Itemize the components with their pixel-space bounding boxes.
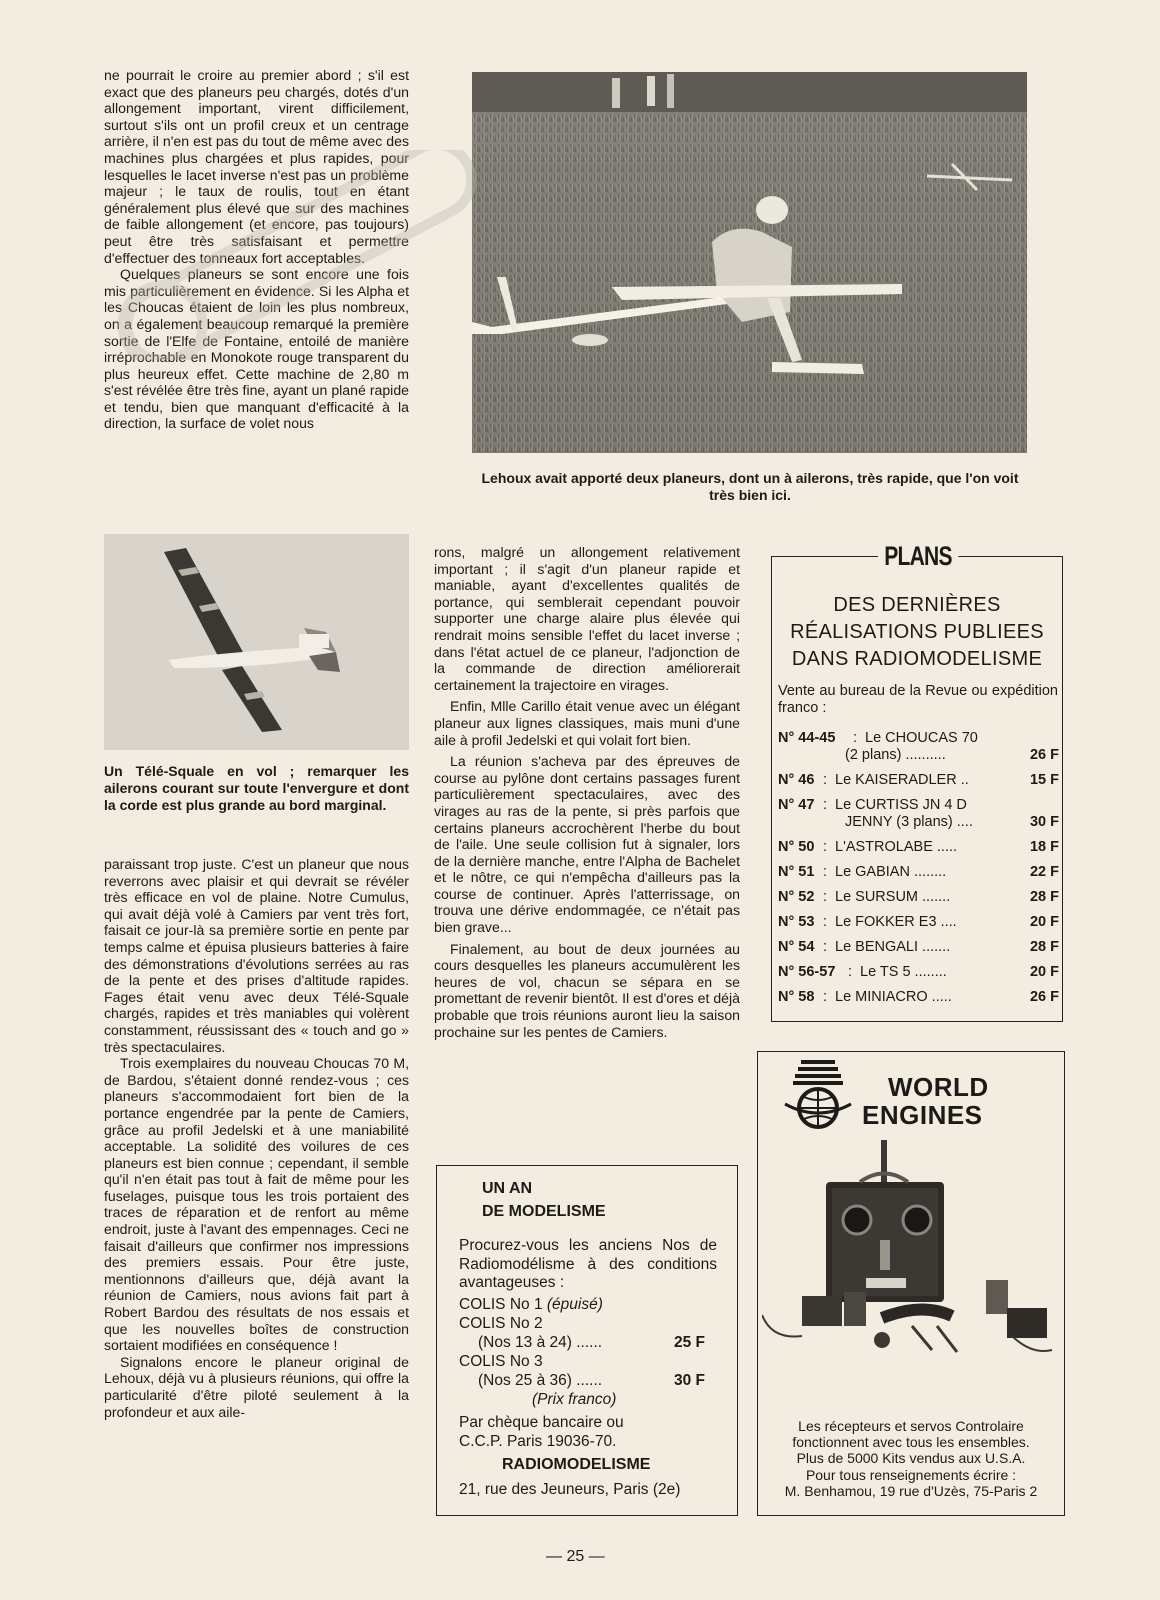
paragraph: Signalons encore le planeur original de Lehoux, déjà vu à plusieurs réunions, qui offre la particularité d'être piloté seulement à la profondeur et aux aile-	[104, 1353, 409, 1420]
plan-number: N° 53	[778, 914, 815, 930]
plan-price: 26 F	[1029, 989, 1059, 1005]
plan-title: Le TS 5 ........	[860, 964, 947, 980]
caption-main-photo: Lehoux avait apporté deux planeurs, dont un à ailerons, très rapide, que l'on voit très bien ici.	[481, 470, 1019, 503]
world-engines-text-line: Plus de 5000 Kits vendus aux U.S.A.	[796, 1450, 1026, 1467]
paragraph: ne pourrait le croire au premier abord ; s'il est exact que des planeurs peu chargés, dotés d'un allongement important, virent difficilement, surtout s'ils ont un profil creux et un centrage arrière, il n'en est pas du tout de même avec des machines plus chargées et plus rapides, pour lesquelles le lacet inverse n'est pas un problème majeur ; le taux de roulis, tout en étant généralement plus élevé que sur des machines de faible allongement (et encore, pas toujours) peut être très satisfaisant et permettre d'effectuer des tonneaux fort acceptables.	[104, 67, 409, 266]
colis-note: (épuisé)	[546, 1296, 603, 1313]
plan-title: L'ASTROLABE .....	[835, 839, 958, 855]
colis-2-price: 25 F	[674, 1334, 706, 1351]
plan-item: N° 50 : L'ASTROLABE ..... 18 F	[778, 839, 1059, 855]
plan-item: N° 56-57 : Le TS 5 ........ 20 F	[778, 964, 1059, 980]
plans-intro: Vente au bureau de la Revue ou expédition franco :	[778, 683, 1058, 716]
payment-line: C.C.P. Paris 19036-70.	[459, 1433, 617, 1450]
plans-heading	[771, 592, 1063, 673]
world-engines-text-line: Pour tous renseignements écrire :	[805, 1466, 1017, 1483]
plan-item: N° 44-45 : Le CHOUCAS 70 (2 plans) .......... 26 F	[778, 730, 1059, 763]
colis-label: COLIS No 1	[459, 1296, 543, 1313]
world-engines-title-line: ENGINES	[862, 1100, 983, 1130]
colis-3-price: 30 F	[674, 1372, 706, 1389]
plan-title: Le SURSUM .......	[835, 889, 951, 905]
colis-2-label: COLIS No 2	[459, 1315, 543, 1332]
world-engines-logo-icon	[783, 1060, 853, 1130]
plan-number: N° 54	[778, 939, 815, 955]
plan-title: Le CHOUCAS 70	[865, 730, 978, 746]
world-engines-text	[760, 1418, 1062, 1499]
paragraph: La réunion s'acheva par des épreuves de course au pylône dont certains passages furent particulièrement spectaculaires, avec des virages au ras de la pente, si près parfois que certains planeurs accrochèrent l'herbe du bout de l'aile. Une seule collision fut à signaler, lors de la dernière manche, entre l'Alpha de Bachelet et le nôtre, ce qui n'empêcha d'ailleurs pas la course de continuer. Après l'atterrissage, on trouva une dérive endommagée, ce n'était pas bien grave...	[434, 753, 740, 936]
colis-3-label: COLIS No 3	[459, 1353, 543, 1370]
plan-price: 20 F	[1029, 914, 1059, 930]
plan-price: 15 F	[1029, 772, 1059, 788]
plans-title: PLANS	[878, 541, 958, 571]
plan-price: 22 F	[1029, 864, 1059, 880]
back-issues-intro: Procurez-vous les anciens Nos de Radiomodélisme à des conditions avantageuses :	[459, 1237, 717, 1291]
paragraph: Quelques planeurs se sont encore une fois mis particulièrement en évidence. Si les Alpha et les Choucas étaient de loin les plus nombreux, on a également beaucoup remarqué la première sortie de l'Elfe de Fontaine, entoilé de manière irréprochable en Monokote rouge transparent du plus heureux effet. Cette machine de 2,80 m s'est révélée être très fine, ayant un plané rapide et tendu, bien que manquant d'efficacité à la direction, la surface de volet nous	[104, 266, 409, 432]
plan-item: N° 47 : Le CURTISS JN 4 D JENNY (3 plans) .... 30 F	[778, 797, 1059, 830]
colis-3-range: (Nos 25 à 36) ......	[478, 1372, 603, 1389]
plan-number: N° 44-45	[778, 730, 836, 746]
plan-number: N° 51	[778, 864, 815, 880]
caption-small-photo: Un Télé-Squale en vol ; remarquer les ailerons courant sur toute l'envergure et dont la corde est plus grande au bord marginal.	[104, 763, 409, 813]
brand-name: RADIOMODELISME	[502, 1456, 651, 1473]
plan-number: N° 46	[778, 772, 815, 788]
plan-item: N° 52 : Le SURSUM ....... 28 F	[778, 889, 1059, 905]
plan-number: N° 56-57	[778, 964, 836, 980]
watermark-stamp	[90, 150, 500, 360]
paragraph: paraissant trop juste. C'est un planeur que nous reverrons avec plaisir et qui devrait se révéler très efficace en vol de plaine. Notre Cumulus, qui avait déjà volé à Camiers par vent très fort, faisait ce jour-là sa première sortie en pente par temps calme et épuisa plusieurs batteries à faire des démonstrations d'évolutions serrées au ras de la pente et des prises d'altitude rapides. Fages était venu avec deux Télé-Squale chargés, rapides et très maniables qui volèrent constamment, réussissant des « touch and go » très spectaculaires.	[104, 856, 409, 1055]
plan-price: 28 F	[1029, 939, 1059, 955]
plan-price: 30 F	[1029, 814, 1059, 830]
article-text-col2	[434, 544, 740, 1040]
world-engines-text-line: M. Benhamou, 19 rue d'Uzès, 75-Paris 2	[784, 1482, 1038, 1499]
colis-1	[459, 1296, 603, 1315]
plan-item: N° 46 : Le KAISERADLER .. 15 F	[778, 772, 1059, 788]
plans-heading-line: RÉALISATIONS PUBLIEES	[790, 621, 1044, 643]
plan-title: Le CURTISS JN 4 D	[835, 797, 967, 813]
back-issues-subtitle: DE MODELISME	[482, 1203, 606, 1220]
plan-title-cont: JENNY (3 plans) ....	[845, 814, 973, 830]
plan-number: N° 50	[778, 839, 815, 855]
plan-title: Le BENGALI .......	[835, 939, 951, 955]
plan-title-cont: (2 plans) ..........	[845, 747, 946, 763]
plan-title: Le FOKKER E3 ....	[835, 914, 957, 930]
plan-price: 28 F	[1029, 889, 1059, 905]
plan-price: 18 F	[1029, 839, 1059, 855]
paragraph: Finalement, au bout de deux journées au cours desquelles les planeurs accumulèrent les heures de vol, chacun se sépara en se promettant de revenir bientôt. Il est d'ores et déjà probable que trois réunions auront lieu la saison prochaine sur les pentes de Camiers.	[434, 940, 740, 1040]
page-number: — 25 —	[546, 1548, 605, 1565]
world-engines-text-line: fonctionnent avec tous les ensembles.	[792, 1434, 1030, 1451]
back-issues-title: UN AN	[482, 1180, 533, 1197]
paragraph: rons, malgré un allongement relativement important ; il s'agit d'un planeur rapide et maniable, ayant d'excellentes qualités de portance, qui semblerait cependant pouvoir supporter une charge alaire plus élevée qui rendrait moins sensible l'effet du lacet inverse ; dans l'état actuel de ce planeur, l'adjonction de la commande de direction améliorerait certainement la trajectoire en virages.	[434, 544, 740, 693]
paragraph: Trois exemplaires du nouveau Choucas 70 M, de Bardou, s'étaient donné rendez-vous ; ces planeurs s'accommodaient fort bien de la portance engendrée par la pente de Camiers, grâce au profil Jedelski et à une maniabilité acceptable. La solidité des voilures de ces planeurs est bien connue ; cependant, il semble qu'il n'en était pas tout à fait de même pour les fuselages, puisque tous les trois portaient des traces de réparation et de renfort au même endroit, juste à l'avant des empennages. Ceci ne faisait d'ailleurs que confirmer nos impressions des premiers essais. Pour être juste, mentionnons d'ailleurs que, déjà avant la réunion de Camiers, nous avions fait part à Robert Bardou des résultats de nos essais et que les nouvelles boîtes de construction sortaient modifiées en conséquence !	[104, 1055, 409, 1354]
photo-glider-field	[472, 72, 1027, 453]
plan-number: N° 52	[778, 889, 815, 905]
photo-tele-squale	[104, 534, 409, 750]
plan-title: Le KAISERADLER ..	[835, 772, 969, 788]
plan-number: N° 47	[778, 797, 815, 813]
prix-franco: (Prix franco)	[532, 1391, 617, 1408]
plan-item: N° 58 : Le MINIACRO ..... 26 F	[778, 989, 1059, 1005]
paragraph: Enfin, Mlle Carillo était venue avec un élégant planeur aux lignes classiques, mais muni d'une aile à profil Jedelski et qui volait fort bien.	[434, 698, 740, 748]
world-engines-text-line: Les récepteurs et servos Controlaire	[798, 1418, 1024, 1434]
payment-line: Par chèque bancaire ou	[459, 1414, 624, 1431]
world-engines-title-line: WORLD	[888, 1072, 989, 1102]
plans-heading-line: DES DERNIÈRES	[833, 594, 1001, 616]
plan-price: 20 F	[1029, 964, 1059, 980]
address: 21, rue des Jeuneurs, Paris (2e)	[459, 1481, 681, 1498]
radio-transmitter-photo	[762, 1140, 1060, 1380]
plan-price: 26 F	[1029, 747, 1059, 763]
article-text-col1-bottom	[104, 856, 409, 1420]
plan-item: N° 53 : Le FOKKER E3 .... 20 F	[778, 914, 1059, 930]
plan-title: Le GABIAN ........	[835, 864, 947, 880]
plan-number: N° 58	[778, 989, 815, 1005]
plan-item: N° 54 : Le BENGALI ....... 28 F	[778, 939, 1059, 955]
plans-heading-line: DANS RADIOMODELISME	[791, 648, 1043, 670]
world-engines-title	[862, 1073, 989, 1129]
plan-title: Le MINIACRO .....	[835, 989, 952, 1005]
plan-item: N° 51 : Le GABIAN ........ 22 F	[778, 864, 1059, 880]
colis-2-range: (Nos 13 à 24) ......	[478, 1334, 603, 1351]
